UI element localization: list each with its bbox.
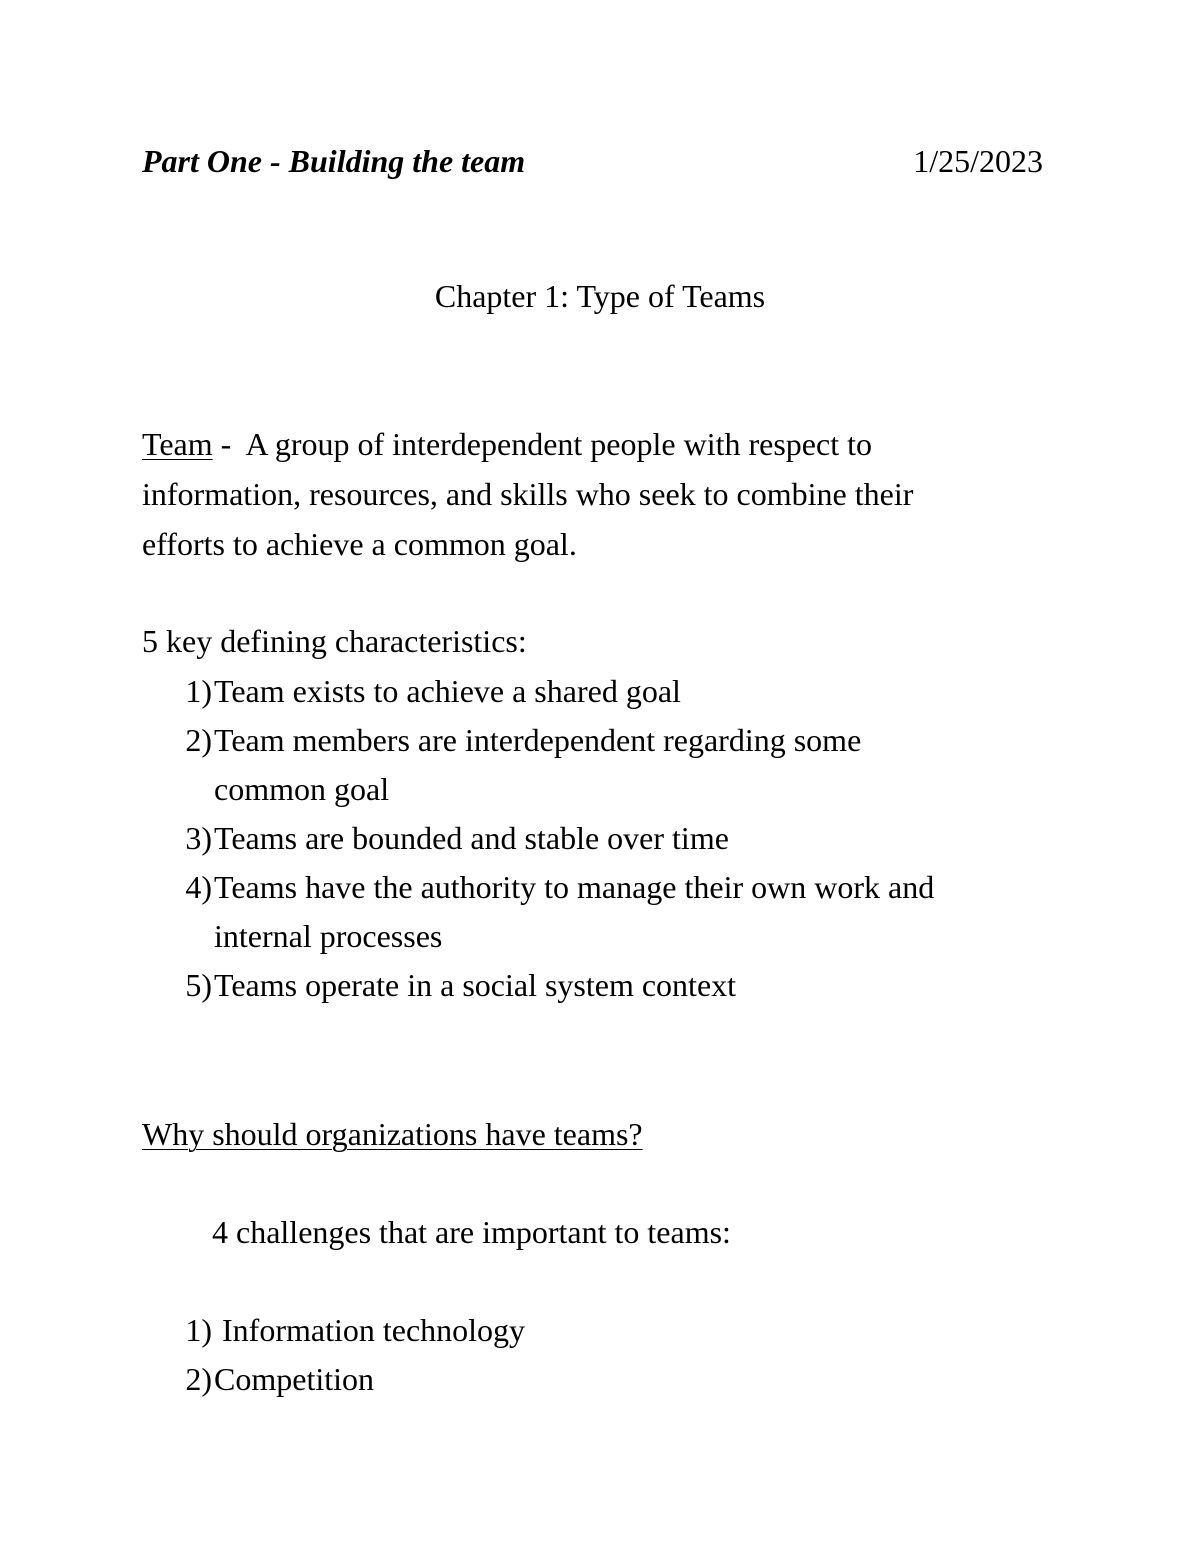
list-text: Teams have the authority to manage their own work and	[214, 869, 935, 905]
list-number: 1)	[185, 1312, 212, 1348]
list-number: 3)	[185, 820, 212, 856]
list-text: Team exists to achieve a shared goal	[214, 673, 681, 709]
team-definition-line-1	[142, 424, 872, 464]
definition-text-1: A group of interdependent people with respect to	[245, 426, 872, 462]
characteristics-heading: 5 key defining characteristics:	[142, 623, 527, 659]
list-text: Teams operate in a social system context	[214, 967, 737, 1003]
definition-separator: -	[212, 426, 246, 462]
challenges-heading: 4 challenges that are important to teams:	[212, 1214, 731, 1250]
why-heading: Why should organizations have teams?	[142, 1116, 643, 1152]
team-term: Team	[142, 426, 213, 462]
list-text: internal processes	[214, 918, 443, 954]
list-text: Teams are bounded and stable over time	[214, 820, 729, 856]
chapter-title: Chapter 1: Type of Teams	[434, 278, 766, 314]
list-text: Information technology	[214, 1312, 526, 1348]
team-definition-line-3: efforts to achieve a common goal.	[142, 526, 577, 562]
team-definition-line-2: information, resources, and skills who seek to combine their	[142, 476, 914, 512]
list-number: 2)	[185, 1361, 212, 1397]
list-text: Team members are interdependent regarding some	[214, 722, 862, 758]
date: 1/25/2023	[913, 143, 1043, 179]
list-text: common goal	[214, 771, 390, 807]
part-title: Part One - Building the team	[142, 143, 526, 179]
list-text: Competition	[214, 1361, 374, 1397]
list-number: 1)	[185, 673, 212, 709]
list-number: 2)	[185, 722, 212, 758]
list-number: 5)	[185, 967, 212, 1003]
list-number: 4)	[185, 869, 212, 905]
